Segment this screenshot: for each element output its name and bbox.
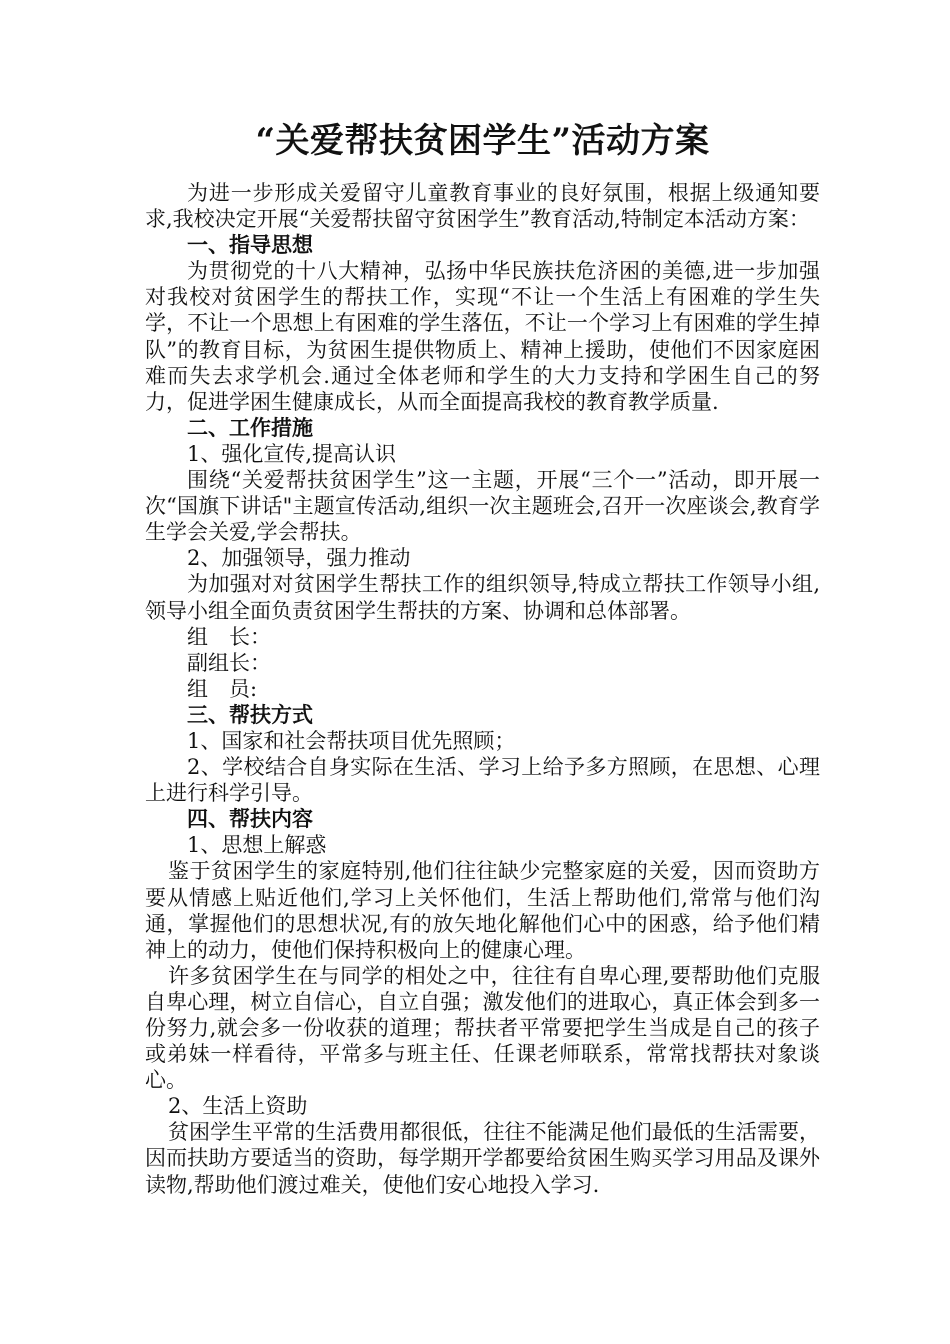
document-body <box>145 180 820 1198</box>
subheading-publicity: 1、强化宣传,提高认识 <box>187 441 397 466</box>
assistance-method-item-2: 2、学校结合自身实际在生活、学习上给予多方照顾，在思想、心理上进行科学引导。 <box>145 755 820 806</box>
living-support-paragraph: 贫困学生平常的生活费用都很低，往往不能满足他们最低的生活需要，因而扶助方要适当的资助，每学期开学都要给贫困生购买学习用品及课外读物,帮助他们渡过难关，使他们安心地投入学习. <box>145 1120 820 1197</box>
vice-leader-line: 副组长： <box>187 650 271 675</box>
subheading-leadership: 2、加强领导，强力推动 <box>187 546 411 571</box>
members-line: 组 员: <box>187 676 258 701</box>
guiding-ideology-paragraph: 为贯彻党的十八大精神，弘扬中华民族扶危济困的美德,进一步加强对我校对贫困学生的帮扶工作，实现“不让一个生活上有困难的学生失学，不让一个思想上有困难的学生落伍，不让一个学习上有困难的学生掉队”的教育目标，为贫困生提供物质上、精神上援助，使他们不因家庭困难而失去求学机会.通过全体老师和学生的大力支持和学困生自己的努力，促进学困生健康成长，从而全面提高我校的教育教学质量. <box>145 259 820 414</box>
document-title: “关爱帮扶贫困学生”活动方案 <box>255 121 710 161</box>
section-heading-assistance-content: 四、帮扶内容 <box>187 806 313 832</box>
subheading-ideological-guidance: 1、思想上解惑 <box>187 833 327 858</box>
intro-paragraph: 为进一步形成关爱留守儿童教育事业的良好氛围，根据上级通知要求,我校决定开展“关爱帮扶留守贫困学生”教育活动,特制定本活动方案： <box>145 181 820 232</box>
leadership-paragraph: 为加强对对贫困学生帮扶工作的组织领导,特成立帮扶工作领导小组,领导小组全面负责贫困学生帮扶的方案、协调和总体部署。 <box>145 572 820 623</box>
assistance-method-item-1: 1、国家和社会帮扶项目优先照顾； <box>187 728 516 753</box>
ideological-guidance-paragraph-2: 许多贫困学生在与同学的相处之中，往往有自卑心理,要帮助他们克服自卑心理，树立自信心，自立自强；激发他们的进取心，真正体会到多一份努力,就会多一份收获的道理；帮扶者平常要把学生当成是自己的孩子或弟妹一样看待，平常多与班主任、任课老师联系，常常找帮扶对象谈心。 <box>145 963 820 1093</box>
publicity-paragraph: 围绕“关爱帮扶贫困学生”这一主题，开展“三个一”活动，即开展一次“国旗下讲话"主题宣传活动,组织一次主题班会,召开一次座谈会,教育学生学会关爱,学会帮扶。 <box>145 468 820 545</box>
leader-line: 组 长： <box>187 624 271 649</box>
section-heading-work-measures: 二、工作措施 <box>187 414 313 440</box>
section-heading-assistance-methods: 三、帮扶方式 <box>187 701 313 727</box>
section-heading-guiding-ideology: 一、指导思想 <box>187 232 313 258</box>
ideological-guidance-paragraph-1: 鉴于贫困学生的家庭特别,他们往往缺少完整家庭的关爱，因而资助方要从情感上贴近他们,学习上关怀他们，生活上帮助他们,常常与他们沟通，掌握他们的思想状况,有的放矢地化解他们心中的困惑，给予他们精神上的动力，使他们保持积极向上的健康心理。 <box>145 859 820 962</box>
subheading-living-support: 2、生活上资助 <box>168 1094 308 1119</box>
